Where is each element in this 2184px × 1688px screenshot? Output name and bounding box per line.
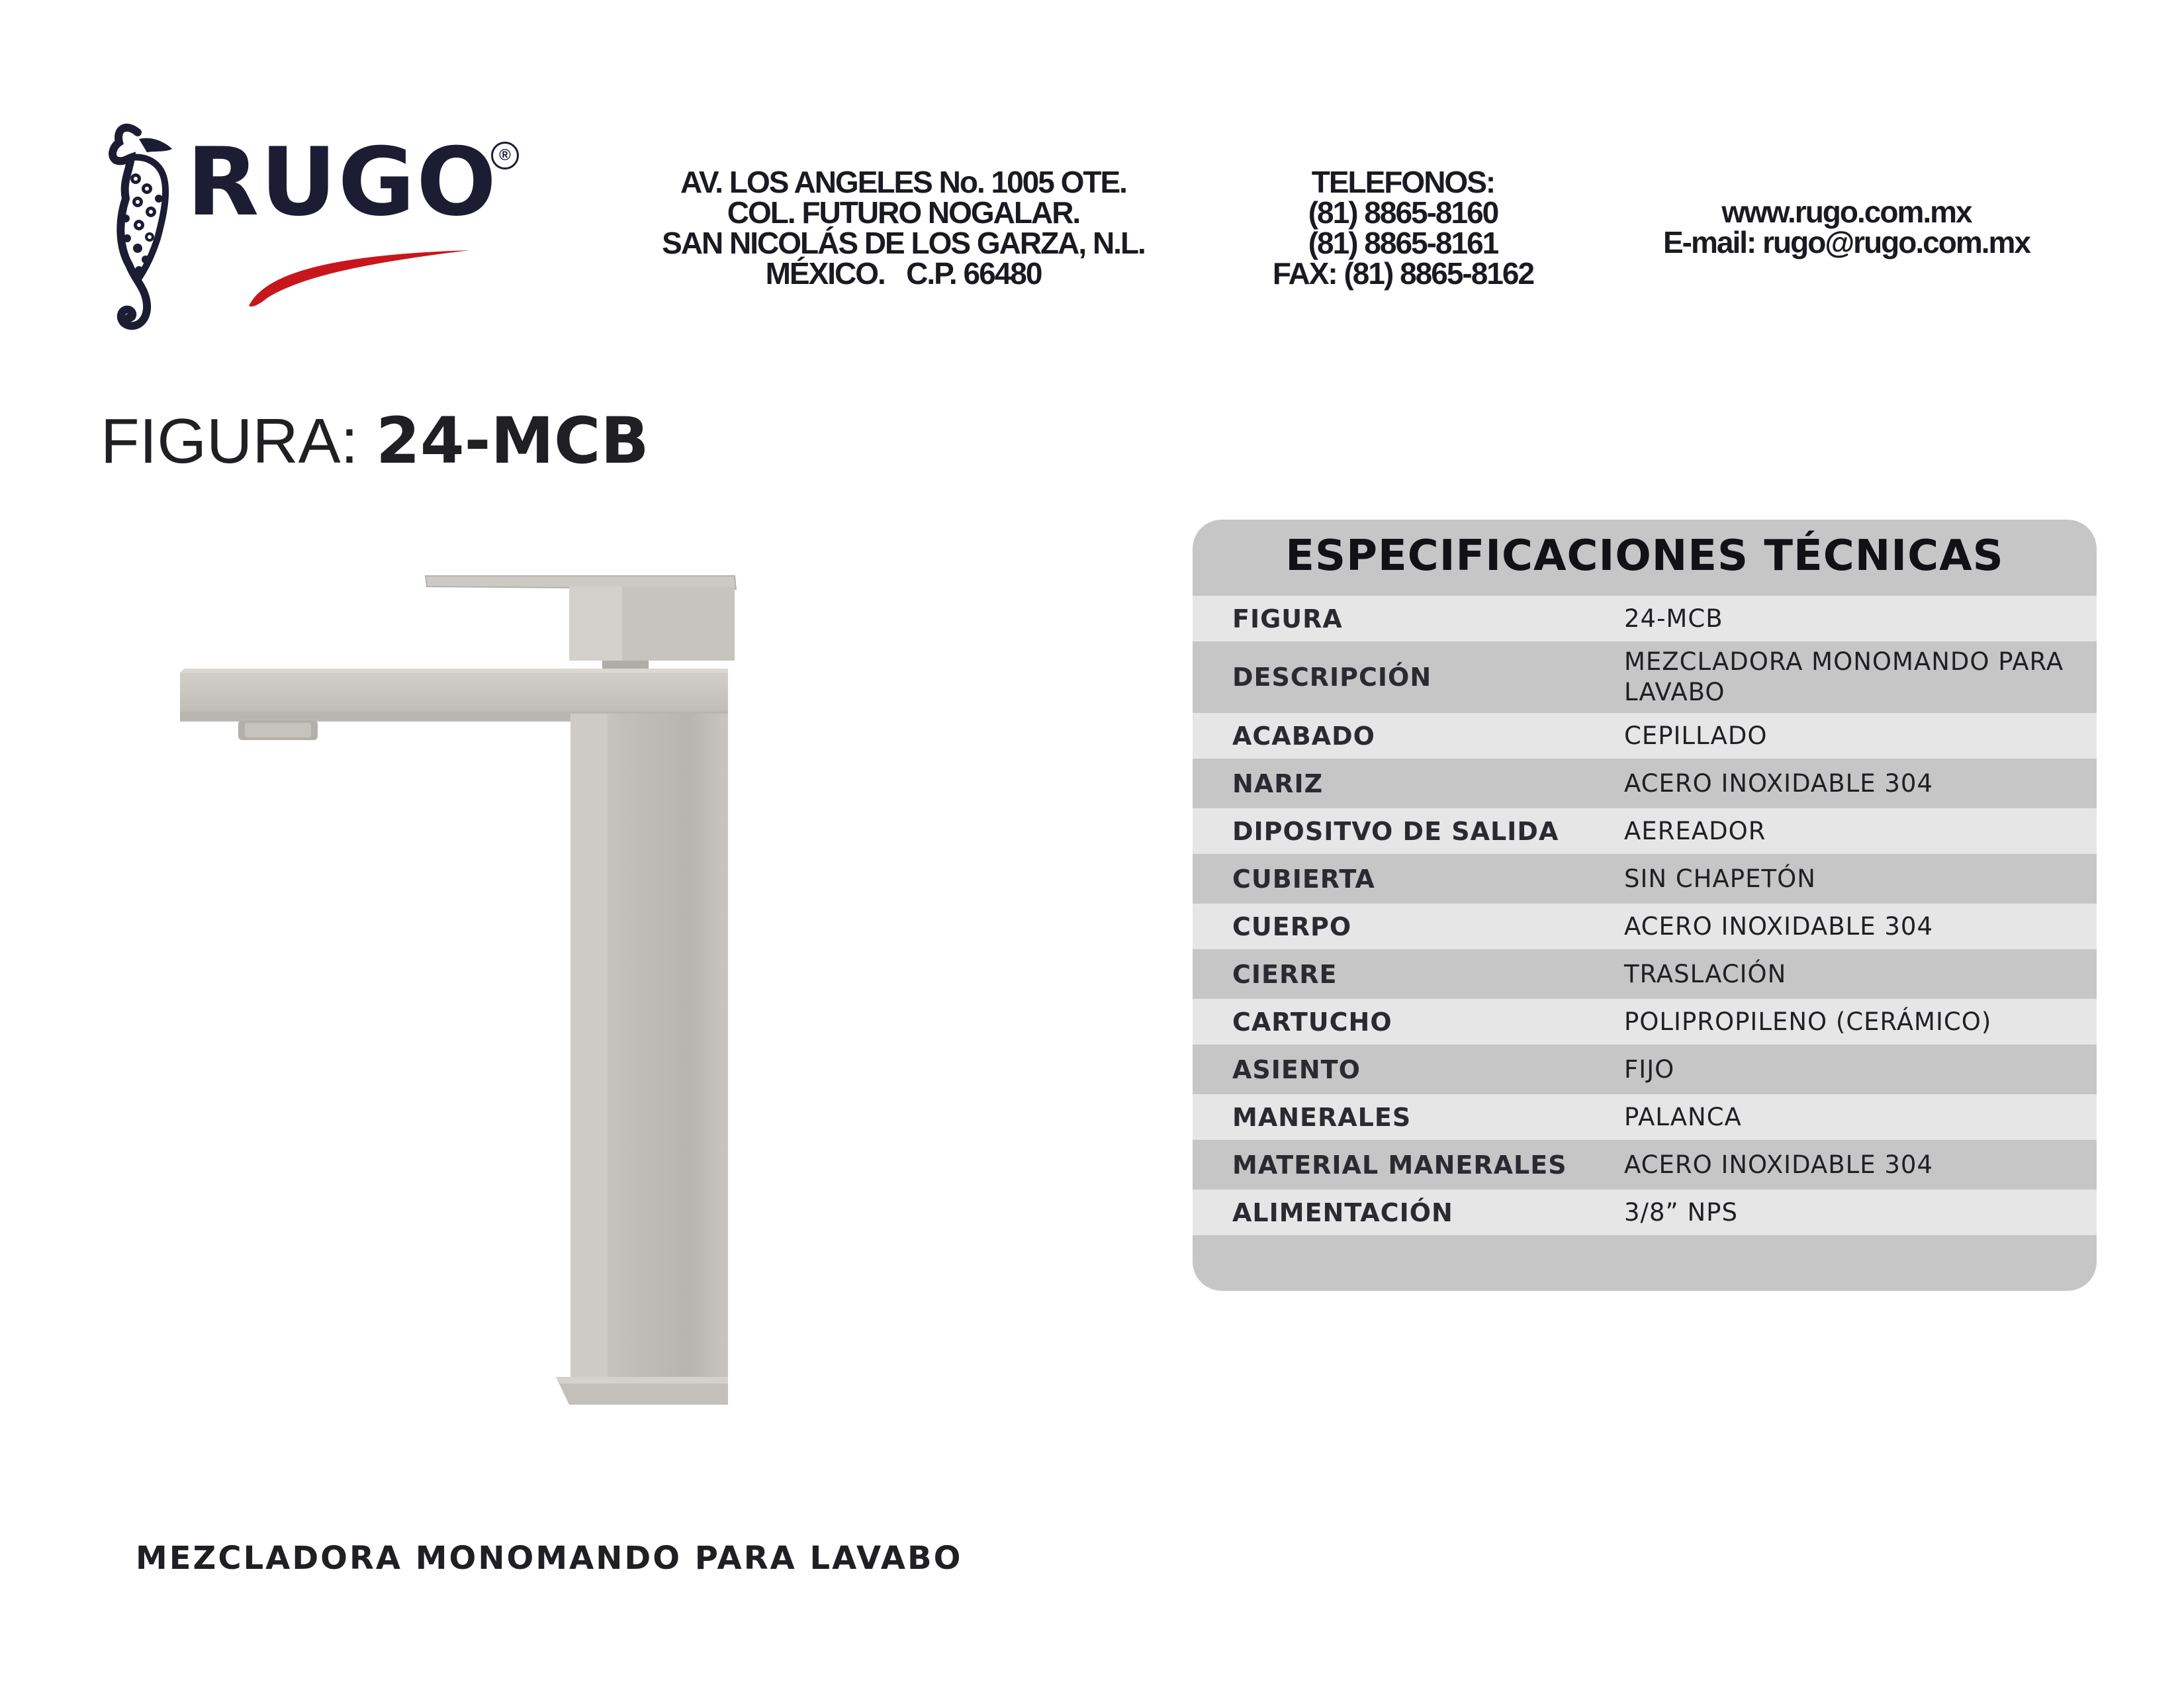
spec-value: ACERO INOXIDABLE 304 — [1624, 912, 1933, 941]
spec-row — [1193, 856, 2097, 902]
spec-row — [1193, 1047, 2097, 1092]
phones-heading: TELEFONOS: — [1311, 165, 1495, 199]
spec-row — [1193, 596, 2097, 641]
spec-row — [1193, 713, 2097, 759]
company-address — [622, 167, 1185, 289]
spec-label: CUERPO — [1232, 912, 1352, 941]
spec-row — [1193, 643, 2097, 711]
company-phones — [1231, 167, 1575, 289]
address-line: MÉXICO. C.P. 66480 — [765, 256, 1042, 291]
spec-row — [1193, 904, 2097, 949]
spec-label: MANERALES — [1232, 1102, 1412, 1132]
phone-number: (81) 8865-8160 — [1308, 195, 1498, 230]
website-link[interactable]: www.rugo.com.mx — [1721, 195, 1972, 229]
spec-row — [1193, 808, 2097, 854]
spec-value: TRASLACIÓN — [1624, 959, 1787, 988]
spec-label: ALIMENTACIÓN — [1232, 1197, 1453, 1227]
registered-mark: ® — [491, 142, 519, 169]
spec-row — [1193, 761, 2097, 806]
address-line: SAN NICOLÁS DE LOS GARZA, N.L. — [662, 226, 1145, 260]
page-title — [101, 404, 649, 478]
spec-value: PALANCA — [1624, 1102, 1742, 1131]
figure-code: 24-MCB — [376, 404, 649, 478]
brand-swoosh — [245, 245, 477, 311]
figure-label: FIGURA: — [101, 406, 377, 477]
spec-title: ESPECIFICACIONES TÉCNICAS — [1285, 532, 2004, 581]
spec-value: 24-MCB — [1624, 604, 1723, 633]
product-caption: MEZCLADORA MONOMANDO PARA LAVABO — [136, 1540, 963, 1577]
faucet-image — [165, 569, 748, 1450]
spec-row — [1193, 1094, 2097, 1140]
seahorse-icon — [99, 119, 179, 344]
spec-label: DIPOSITVO DE SALIDA — [1232, 816, 1559, 846]
spec-label: FIGURA — [1232, 604, 1343, 633]
fax-number: FAX: (81) 8865-8162 — [1272, 256, 1534, 291]
spec-value: MEZCLADORA MONOMANDO PARA LAVABO — [1624, 647, 2064, 706]
spec-value: AEREADOR — [1624, 816, 1766, 845]
spec-value: POLIPROPILENO (CERÁMICO) — [1624, 1007, 1992, 1036]
spec-label: NARIZ — [1232, 769, 1324, 798]
spec-label: CIERRE — [1232, 959, 1338, 989]
company-web — [1615, 197, 2078, 258]
spec-label: ACABADO — [1232, 721, 1375, 751]
phone-number: (81) 8865-8161 — [1308, 226, 1498, 260]
spec-value: FIJO — [1624, 1055, 1675, 1084]
spec-row — [1193, 951, 2097, 997]
spec-value: SIN CHAPETÓN — [1624, 864, 1816, 893]
address-line: AV. LOS ANGELES No. 1005 OTE. — [680, 165, 1126, 199]
spec-panel — [1193, 520, 2097, 1291]
spec-value: ACERO INOXIDABLE 304 — [1624, 1150, 1933, 1179]
spec-label: CUBIERTA — [1232, 864, 1375, 894]
spec-value: CEPILLADO — [1624, 721, 1768, 750]
spec-label: MATERIAL MANERALES — [1232, 1150, 1567, 1180]
spec-value: 3/8” NPS — [1624, 1197, 1738, 1227]
spec-label: ASIENTO — [1232, 1055, 1361, 1084]
spec-table — [1193, 596, 2097, 1237]
spec-row — [1193, 999, 2097, 1045]
spec-row — [1193, 1142, 2097, 1188]
email-link[interactable]: E-mail: rugo@rugo.com.mx — [1662, 225, 2030, 259]
spec-row — [1193, 1190, 2097, 1235]
spec-label: CARTUCHO — [1232, 1007, 1392, 1037]
brand-logo: RUGO — [187, 128, 498, 237]
spec-label: DESCRIPCIÓN — [1232, 663, 1432, 692]
spec-value: ACERO INOXIDABLE 304 — [1624, 769, 1933, 798]
address-line: COL. FUTURO NOGALAR. — [727, 195, 1080, 230]
